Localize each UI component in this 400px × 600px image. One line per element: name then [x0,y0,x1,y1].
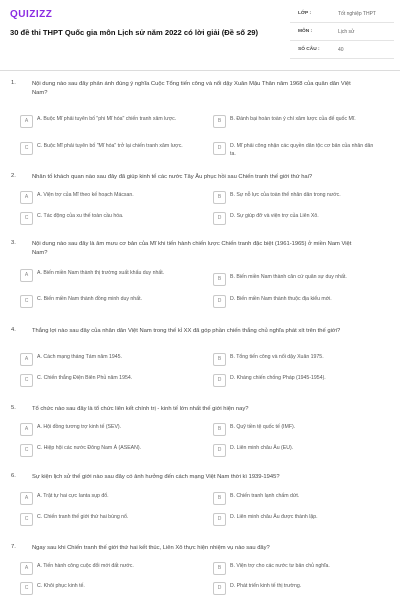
question-number: 7. [11,544,16,550]
option-letter-box[interactable]: D [213,295,226,308]
question-item [0,173,400,231]
option-letter-box[interactable]: B [213,191,226,204]
question-text: Thắng lợi nào sau đây của nhân dân Việt Nam trong thế kỉ XX đã góp phần chiến thắng chủ nghĩa phát xít trên thế giới? [32,328,341,334]
option-letter-box[interactable]: A [20,353,33,366]
option-text: D. Liên minh châu Âu được thành lập. [230,514,318,520]
question-item [0,544,400,600]
option-letter-box[interactable]: A [20,562,33,575]
option-text: C. Chiến thắng Điện Biên Phủ năm 1954. [37,375,133,381]
option-text: B. Sự nỗ lực của toàn thể nhân dân trong nước. [230,192,341,198]
option-letter-box[interactable]: B [213,353,226,366]
question-number: 3. [11,240,16,246]
question-number: 2. [11,173,16,179]
option-text: D. Mĩ phải công nhận các quyền dân tộc cơ bản của nhân dân ta. [230,143,374,157]
question-text: Nội dung nào sau đây phản ánh đúng ý nghĩa Cuộc Tổng tiến công và nổi dậy Xuân Mậu Thân năm 1968 của quân dân Việt Nam? [32,81,351,96]
option-letter-box[interactable]: B [213,273,226,286]
option-text: D. Kháng chiến chống Pháp (1945-1954). [230,375,326,381]
option-text: C. Chiến tranh thế giới thứ hai bùng nổ. [37,514,129,520]
option-letter-box[interactable]: A [20,492,33,505]
option-text: B. Biến miền Nam thành căn cứ quân sự duy nhất. [230,274,347,280]
option-letter-box[interactable]: A [20,423,33,436]
option-letter-box[interactable]: D [213,212,226,225]
option-letter-box[interactable]: C [20,513,33,526]
option-text: C. Tác động của xu thế toàn cầu hóa. [37,213,124,219]
option-letter-box[interactable]: D [213,374,226,387]
question-number: 6. [11,473,16,479]
option-text: D. Biến miền Nam thành thuộc địa kiểu mới. [230,296,332,302]
option-letter-box[interactable]: A [20,115,33,128]
option-text: A. Biến miền Nam thành thị trường xuất khẩu duy nhất. [37,270,165,276]
info-row-subject [290,27,394,41]
option-letter-box[interactable]: B [213,562,226,575]
option-letter-box[interactable]: D [213,582,226,595]
info-label: SỐ CÂU : [298,47,320,52]
question-text: Ngay sau khi Chiến tranh thế giới thứ hai kết thúc, Liên Xô thực hiện nhiệm vụ nào sau đây? [32,545,270,551]
option-text: D. Sự giúp đỡ và viện trợ của Liên Xô. [230,213,319,219]
info-value: Lịch sử [338,29,355,35]
info-value: Tốt nghiệp THPT [338,11,376,17]
question-item [0,405,400,465]
option-letter-box[interactable]: C [20,295,33,308]
option-text: B. Đánh bại hoàn toàn ý chí xâm lược của đế quốc Mĩ. [230,116,356,122]
option-text: A. Hội đồng tương trợ kinh tế (SEV). [37,424,122,430]
question-item [0,240,400,320]
option-letter-box[interactable]: B [213,423,226,436]
option-text: A. Cách mạng tháng Tám năm 1945. [37,354,122,360]
option-text: A. Tiến hành công cuộc đổi mới đất nước. [37,563,134,569]
question-number: 4. [11,327,16,333]
question-text: Tổ chức nào sau đây là tổ chức liên kết chính trị - kinh tế lớn nhất thế giới hiện nay? [32,406,249,412]
option-letter-box[interactable]: C [20,142,33,155]
option-text: C. Biến miền Nam thành đồng minh duy nhất. [37,296,142,302]
question-number: 5. [11,405,16,411]
option-text: A. Buộc Mĩ phải tuyên bố "phi Mĩ hóa" chiến tranh xâm lược. [37,116,177,122]
option-text: B. Chiến tranh lạnh chấm dứt. [230,493,300,499]
header-divider [0,70,400,71]
question-text: Sự kiện lịch sử thế giới nào sau đây có ảnh hưởng đến cách mạng Việt Nam thời kì 1939-1945? [32,474,280,480]
option-text: B. Tổng tiến công và nổi dậy Xuân 1975. [230,354,324,360]
question-item [0,80,400,160]
info-label: MÔN : [298,29,313,34]
option-text: C. Buộc Mĩ phải tuyên bố "Mĩ hóa" trở lại chiến tranh xâm lược. [37,143,183,149]
option-letter-box[interactable]: A [20,269,33,282]
option-letter-box[interactable]: D [213,444,226,457]
info-row-count [290,45,394,59]
option-letter-box[interactable]: A [20,191,33,204]
option-text: A. Viện trợ của Mĩ theo kế hoạch Mácsan. [37,192,134,198]
option-text: A. Trật tự hai cực Ianta sụp đổ. [37,493,109,499]
option-letter-box[interactable]: C [20,374,33,387]
option-letter-box[interactable]: C [20,582,33,595]
option-text: D. Phát triển kinh tế thị trường. [230,583,302,589]
info-panel [290,9,394,63]
info-value: 40 [338,47,344,53]
quizizz-logo: QUIZIZZ [10,9,53,20]
option-letter-box[interactable]: C [20,212,33,225]
option-letter-box[interactable]: D [213,142,226,155]
question-number: 1. [11,80,16,86]
option-letter-box[interactable]: B [213,115,226,128]
option-text: B. Viện trợ cho các nước tư bản chủ nghĩa. [230,563,330,569]
question-item [0,327,400,397]
option-text: B. Quỹ tiền tệ quốc tế (IMF). [230,424,296,430]
header [0,0,400,70]
option-letter-box[interactable]: D [213,513,226,526]
option-text: C. Hiệp hội các nước Đông Nam Á (ASEAN). [37,445,142,451]
info-label: LỚP : [298,11,312,16]
question-text: Nội dung nào sau đây là âm mưu cơ bản của Mĩ khi tiến hành chiến lược Chiến tranh đặc biệt (1961-1965) ở miền Nam Việt Nam? [32,241,352,256]
info-row-class [290,9,394,23]
page-title: 30 đề thi THPT Quốc gia môn Lịch sử năm 2022 có lời giải (Đề số 29) [10,28,259,37]
option-letter-box[interactable]: C [20,444,33,457]
option-text: C. Khôi phục kinh tế. [37,583,85,589]
option-letter-box[interactable]: B [213,492,226,505]
question-item [0,473,400,533]
question-text: Nhân tố khách quan nào sau đây đã giúp kinh tế các nước Tây Âu phục hồi sau Chiến tranh thế giới thứ hai? [32,174,313,180]
option-text: D. Liên minh châu Âu (EU). [230,445,294,451]
